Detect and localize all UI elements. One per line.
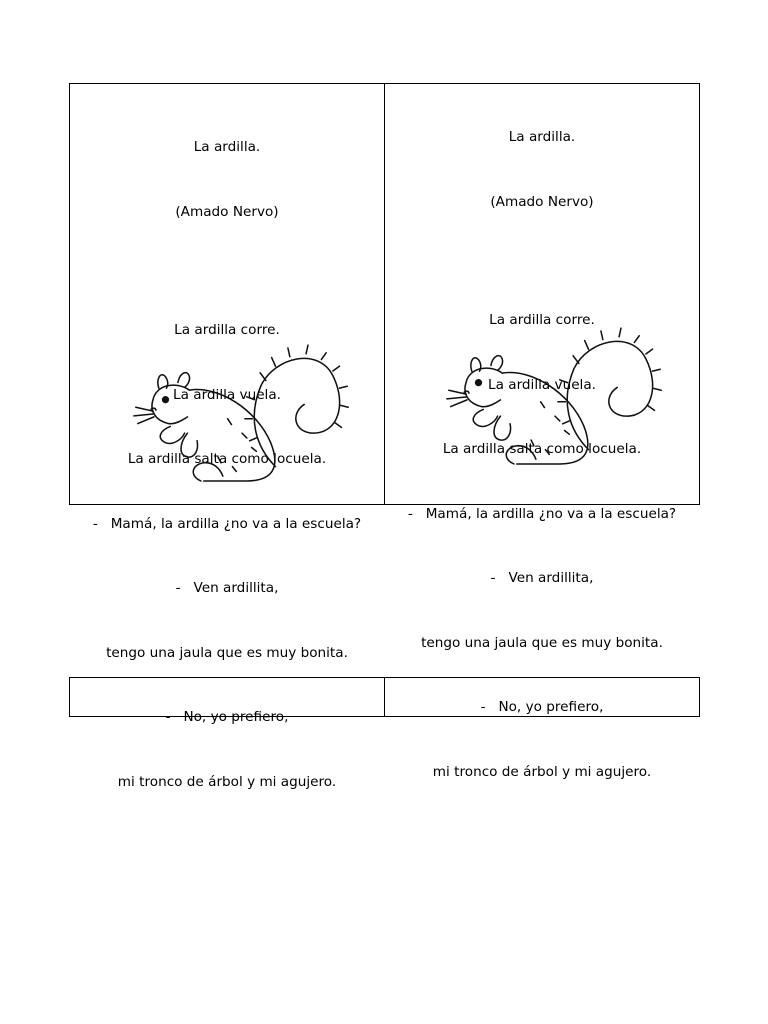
squirrel-icon — [445, 322, 665, 472]
poem-card-left — [70, 84, 385, 790]
poem-line: - Ven ardillita, — [175, 580, 279, 596]
empty-table — [69, 677, 700, 717]
poem-line: mi tronco de árbol y mi agujero. — [432, 763, 652, 780]
poem-line: La ardilla corre. — [489, 312, 595, 328]
poem-author: (Amado Nervo) — [490, 193, 594, 210]
poem-author: (Amado Nervo) — [175, 203, 279, 220]
poem-line: - No, yo prefiero, — [165, 709, 289, 725]
poem-table — [69, 83, 700, 790]
poem-line: - Mamá, la ardilla ¿no va a la escuela? — [407, 505, 677, 522]
poem-line: La ardilla vuela. — [488, 376, 596, 393]
poem-title: La ardilla. — [508, 129, 576, 145]
empty-cell-left — [70, 678, 385, 716]
poem-line: La ardilla salta como locuela. — [127, 451, 327, 467]
poem-line: - No, yo prefiero, — [480, 699, 604, 715]
poem-line: tengo una jaula que es muy bonita. — [106, 644, 348, 661]
stanza-gap — [70, 266, 384, 277]
stanza-gap — [385, 256, 699, 267]
poem-title: La ardilla. — [193, 139, 261, 155]
poem-line: mi tronco de árbol y mi agujero. — [117, 773, 337, 790]
poem-line: La ardilla corre. — [174, 322, 280, 338]
poem-line: La ardilla vuela. — [173, 386, 281, 403]
poem-line: tengo una jaula que es muy bonita. — [421, 634, 663, 651]
poem-line: - Ven ardillita, — [490, 570, 594, 586]
poem-line: - Mamá, la ardilla ¿no va a la escuela? — [92, 515, 362, 532]
poem-card-right — [385, 84, 699, 780]
empty-cell-right — [385, 678, 699, 716]
poem-line: La ardilla salta como locuela. — [442, 441, 642, 457]
squirrel-icon — [132, 339, 352, 489]
